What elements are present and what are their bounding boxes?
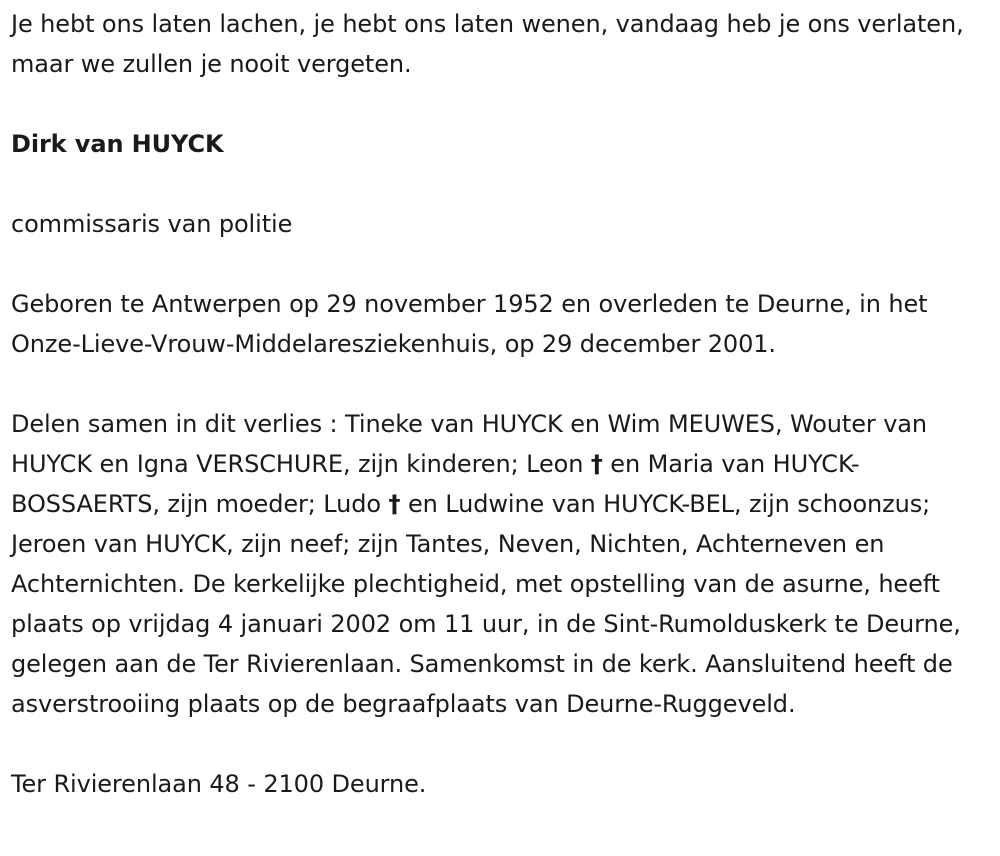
profession: commissaris van politie: [11, 210, 293, 238]
address: Ter Rivierenlaan 48 - 2100 Deurne.: [11, 770, 427, 798]
family-text-part-1: Delen samen in dit verlies : Tineke van HUYCK en Wim MEUWES, Wouter van HUYCK en Igna VERSCHURE, zijn kinderen; Leon: [11, 410, 928, 478]
family-text-part-2: en Maria van HUYCK-BOSSAERTS, zijn moeder; Ludo: [11, 450, 860, 518]
family-and-ceremony: [11, 404, 991, 724]
deceased-name: Dirk van HUYCK: [11, 130, 224, 158]
cross-icon: †: [388, 490, 401, 518]
family-text-part-3: en Ludwine van HUYCK-BEL, zijn schoonzus; Jeroen van HUYCK, zijn neef; zijn Tantes, Neven, Nichten, Achterneven en Achternichten. De kerkelijke plechtigheid, met opstelling van de asurne, heeft plaats op vrijdag 4 januari 2002 om 11 uur, in de Sint-Rumolduskerk te Deurne, gelegen aan de Ter Rivierenlaan. Samenkomst in de kerk. Aansluitend heeft de asverstrooiing plaats op de begraafplaats van Deurne-Ruggeveld.: [11, 490, 961, 718]
intro-quote: Je hebt ons laten lachen, je hebt ons laten wenen, vandaag heb je ons verlaten, maar we zullen je nooit vergeten.: [11, 10, 964, 78]
obituary-document: [11, 4, 991, 804]
birth-death-details: Geboren te Antwerpen op 29 november 1952 en overleden te Deurne, in het Onze-Lieve-Vrouw-Middelaresziekenhuis, op 29 december 2001.: [11, 290, 928, 358]
cross-icon: †: [590, 450, 603, 478]
